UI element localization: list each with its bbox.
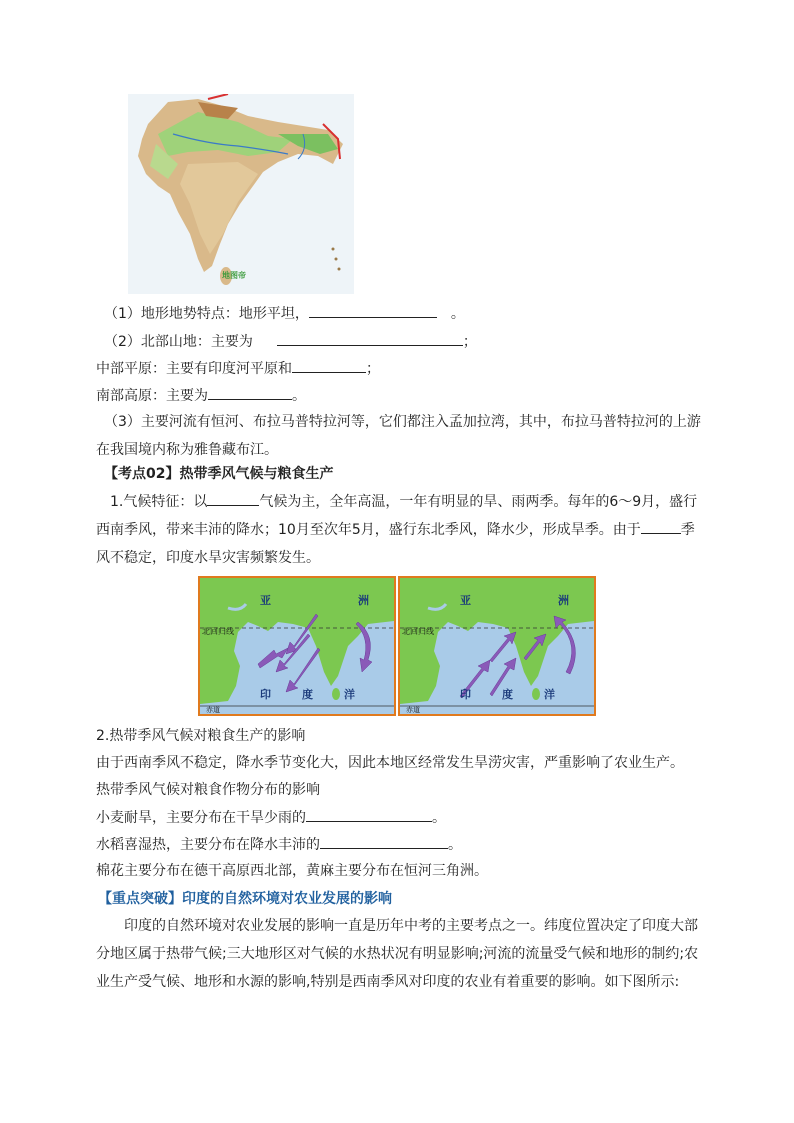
q1-end: 。 — [450, 306, 465, 322]
climate-text-a: 1.气候特征：以 — [110, 494, 208, 510]
left-ocean-3: 洋 — [344, 688, 355, 701]
wheat-line — [96, 807, 446, 828]
section3-title: 2.热带季风气候对粮食生产的影响 — [96, 728, 306, 744]
right-equator-label: 赤道 — [406, 706, 420, 714]
section2-heading: 【考点02】热带季风气候与粮食生产 — [104, 466, 334, 482]
south-plateau-blank[interactable] — [208, 385, 292, 400]
middle-plain-end: ； — [366, 361, 380, 377]
left-zhou-label: 洲 — [358, 594, 369, 607]
section3-p2: 热带季风气候对粮食作物分布的影响 — [96, 782, 320, 798]
q2-line — [104, 331, 477, 352]
section3-p1: 由于西南季风不稳定，降水季节变化大，因此本地区经常发生旱涝灾害，严重影响了农业生产。 — [96, 755, 684, 771]
monsoon-map-right — [398, 576, 596, 716]
q1-text: （1）地形地势特点：地形平坦， — [104, 306, 309, 322]
rice-line — [96, 834, 462, 855]
rice-end: 。 — [448, 837, 462, 853]
cotton-line: 棉花主要分布在德干高原西北部，黄麻主要分布在恒河三角洲。 — [96, 863, 488, 879]
q1-blank[interactable] — [309, 303, 437, 318]
left-ocean-2: 度 — [302, 688, 313, 701]
section4-body: 印度的自然环境对农业发展的影响一直是历年中考的主要考点之一。纬度位置决定了印度大部分地区属于热带气候;三大地形区对气候的水热状况有明显影响;河流的流量受气候和地形的制约;农业生产受气候、地形和水源的影响,特别是西南季风对印度的农业有着重要的影响。如下图所示: — [96, 918, 699, 990]
q3-paragraph: （3）主要河流有恒河、布拉马普特拉河等，它们都注入孟加拉湾，其中，布拉马普特拉河的上游在我国境内称为雅鲁藏布江。 — [96, 414, 701, 458]
right-tropic-label: 北回归线 — [402, 627, 434, 636]
middle-plain-text: 中部平原：主要有印度河平原和 — [96, 361, 292, 377]
south-plateau-end: 。 — [292, 388, 306, 404]
wheat-text: 小麦耐旱，主要分布在干旱少雨的 — [96, 810, 306, 826]
climate-blank-2[interactable] — [641, 519, 681, 534]
india-terrain-map — [128, 94, 354, 294]
middle-plain-line — [96, 358, 380, 379]
south-plateau-text: 南部高原：主要为 — [96, 388, 208, 404]
right-ocean-2: 度 — [502, 688, 513, 701]
right-asia-label: 亚 — [460, 594, 471, 607]
q2-text: （2）北部山地：主要为 — [104, 334, 253, 350]
q2-blank[interactable] — [277, 331, 463, 346]
left-ocean-1: 印 — [260, 688, 271, 701]
right-zhou-label: 洲 — [558, 594, 569, 607]
climate-text-c: 季风不稳定，印度水旱灾害频繁发生。 — [96, 522, 695, 566]
south-plateau-line — [96, 385, 306, 406]
climate-blank-1[interactable] — [207, 491, 259, 506]
right-ocean-1: 印 — [460, 688, 471, 701]
wheat-end: 。 — [432, 810, 446, 826]
q2-end: ； — [462, 334, 477, 350]
climate-paragraph — [96, 488, 706, 572]
left-asia-label: 亚 — [260, 594, 271, 607]
right-ocean-3: 洋 — [544, 688, 555, 701]
climate-text-b: 气候为主，全年高温，一年有明显的旱、雨两季。每年的6～9月，盛行西南季风，带来丰沛的降水；10月至次年5月，盛行东北季风，降水少，形成旱季。由于 — [96, 494, 698, 538]
middle-plain-blank[interactable] — [292, 358, 366, 373]
wheat-blank[interactable] — [306, 807, 432, 822]
left-tropic-label: 北回归线 — [202, 627, 234, 636]
q1-line — [104, 303, 465, 324]
section4-heading: 【重点突破】印度的自然环境对农业发展的影响 — [98, 891, 392, 907]
left-equator-label: 赤道 — [206, 706, 220, 714]
rice-blank[interactable] — [320, 834, 448, 849]
map-watermark: 地图帝 — [222, 271, 246, 280]
monsoon-map-left — [198, 576, 396, 716]
rice-text: 水稻喜湿热，主要分布在降水丰沛的 — [96, 837, 320, 853]
